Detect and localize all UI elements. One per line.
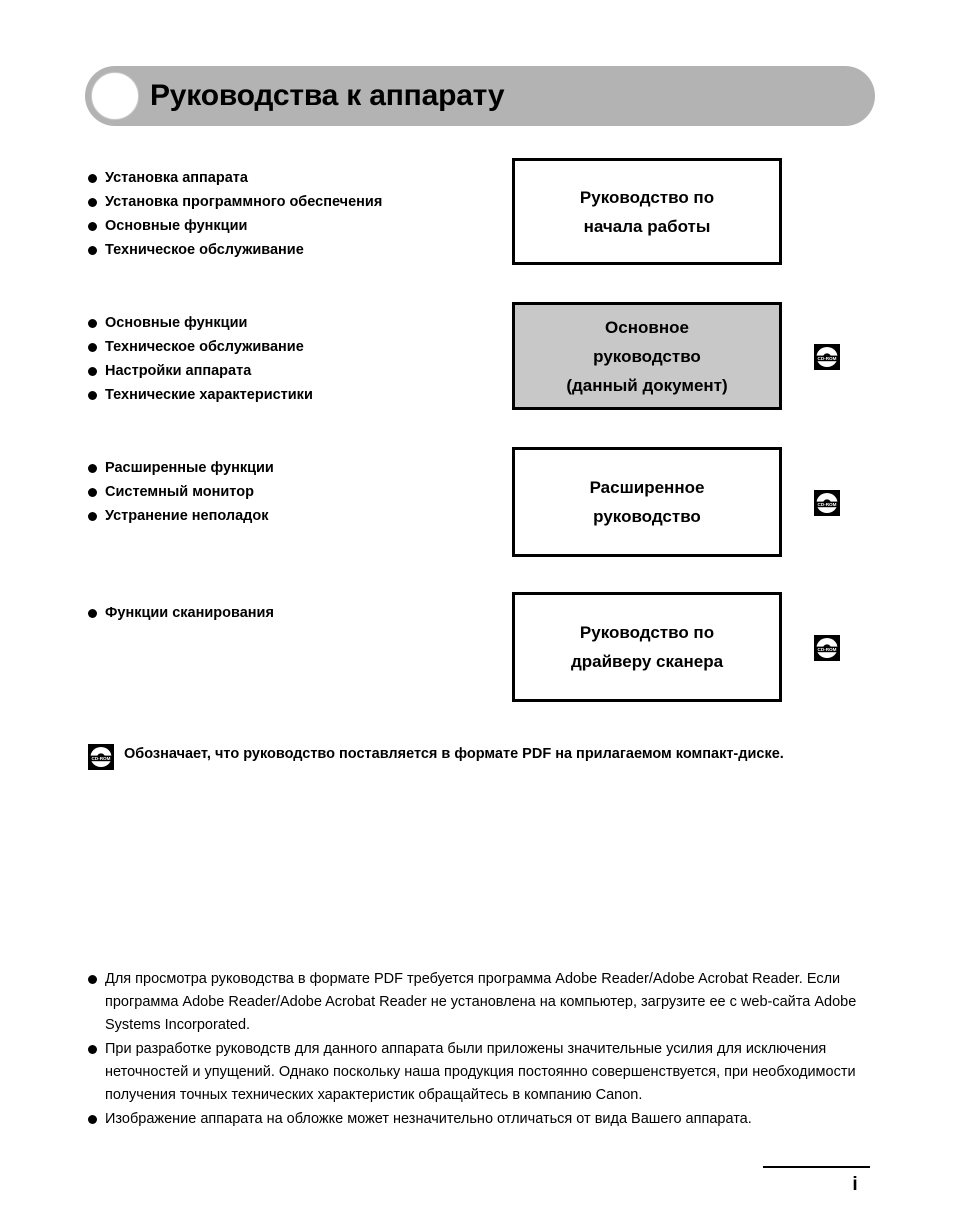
- bullet-dot-icon: [88, 1115, 97, 1124]
- page-title: Руководства к аппарату: [150, 79, 505, 112]
- list-item: [88, 216, 488, 236]
- list-item-label: Основные функции: [105, 315, 248, 331]
- guide-box-text: [590, 473, 705, 531]
- cd-rom-icon: [814, 490, 840, 516]
- list-item-label: Установка аппарата: [105, 170, 248, 186]
- list-item: [88, 337, 488, 357]
- list-item-label: Расширенные функции: [105, 460, 274, 476]
- guide-box-basic-guide: [512, 302, 782, 410]
- bullet-group-2: [88, 313, 488, 409]
- guide-box-line: драйверу сканера: [570, 652, 724, 671]
- cd-rom-icon: [88, 744, 114, 775]
- bullet-dot-icon: [88, 198, 97, 207]
- bullet-dot-icon: [88, 367, 97, 376]
- list-item-label: Основные функции: [105, 218, 248, 234]
- cd-rom-legend-text: Обозначает, что руководство поставляется в формате PDF на прилагаемом компакт-диске.: [124, 746, 784, 762]
- list-item: [88, 458, 488, 478]
- bullet-dot-icon: [88, 512, 97, 521]
- list-item: [88, 240, 488, 260]
- list-item: [88, 385, 488, 405]
- list-item: [88, 506, 488, 526]
- bullet-dot-icon: [88, 975, 97, 984]
- guide-box-line: (данный документ): [566, 375, 728, 395]
- guide-box-text: [571, 618, 723, 676]
- list-item: [88, 168, 488, 188]
- list-item-label: Системный монитор: [105, 484, 254, 500]
- list-item-label: Устранение неполадок: [105, 508, 269, 524]
- list-item-label: Установка программного обеспечения: [105, 194, 383, 210]
- guide-box-line: Руководство по: [579, 623, 715, 642]
- bullet-group-1: [88, 168, 488, 264]
- list-item: [88, 361, 488, 381]
- bullet-dot-icon: [88, 464, 97, 473]
- bullet-dot-icon: [88, 609, 97, 618]
- footnote-text: Изображение аппарата на обложке может незначительно отличаться от вида Вашего аппарата.: [105, 1111, 752, 1127]
- guide-box-line: Расширенное: [589, 478, 705, 497]
- guide-box-line: руководство: [593, 507, 701, 526]
- list-item-label: Технические характеристики: [105, 387, 313, 403]
- guide-box-scanner-driver-guide: [512, 592, 782, 702]
- guide-box-text: [566, 313, 727, 400]
- list-item: [88, 603, 488, 623]
- footnote-item: [88, 968, 878, 1037]
- bullet-group-4: [88, 603, 488, 627]
- svg-text:CD-ROM: CD-ROM: [91, 756, 111, 762]
- guide-box-line: Руководство по: [579, 187, 715, 207]
- footnote-text: При разработке руководств для данного аппарата были приложены значительные усилия для исключения неточностей и упущений. Однако поскольку наша продукция постоянно совершенствуется, при необходимости получения точных технических характеристик обращайтесь в компанию Canon.: [105, 1041, 856, 1103]
- guide-box-text: [580, 183, 714, 241]
- cd-rom-icon: [814, 344, 840, 370]
- bullet-dot-icon: [88, 246, 97, 255]
- bullet-group-3: [88, 458, 488, 530]
- bullet-dot-icon: [88, 1045, 97, 1054]
- list-item-label: Техническое обслуживание: [105, 339, 304, 355]
- page-number: i: [852, 1174, 858, 1195]
- svg-text:CD-ROM: CD-ROM: [817, 502, 837, 508]
- svg-text:CD-ROM: CD-ROM: [817, 356, 837, 362]
- footnote-text: Для просмотра руководства в формате PDF требуется программа Adobe Reader/Adobe Acrobat Reader. Если программа Adobe Reader/Adobe Acrobat Reader не установлена на компьютер, загрузите ее с web-сайта Adobe Systems Incorporated.: [105, 971, 857, 1033]
- footer-divider: [763, 1166, 870, 1168]
- list-item: [88, 482, 488, 502]
- guide-box-line: начала работы: [583, 216, 711, 236]
- header-bullet-circle-icon: [91, 72, 139, 120]
- guide-box-line: руководство: [593, 346, 701, 366]
- bullet-dot-icon: [88, 391, 97, 400]
- list-item: [88, 313, 488, 333]
- guide-box-line: Основное: [605, 317, 689, 337]
- bullet-dot-icon: [88, 319, 97, 328]
- bullet-dot-icon: [88, 343, 97, 352]
- bullet-dot-icon: [88, 174, 97, 183]
- list-item-label: Настройки аппарата: [105, 363, 252, 379]
- guide-box-getting-started: [512, 158, 782, 265]
- footnote-item: [88, 1108, 878, 1131]
- list-item-label: Техническое обслуживание: [105, 242, 304, 258]
- svg-text:CD-ROM: CD-ROM: [817, 647, 837, 653]
- footnotes-list: [88, 968, 878, 1132]
- list-item: [88, 192, 488, 212]
- bullet-dot-icon: [88, 488, 97, 497]
- bullet-dot-icon: [88, 222, 97, 231]
- cd-rom-icon: [814, 635, 840, 661]
- footnote-item: [88, 1038, 878, 1107]
- guide-box-advanced-guide: [512, 447, 782, 557]
- list-item-label: Функции сканирования: [105, 605, 274, 621]
- cd-rom-legend: [88, 742, 878, 775]
